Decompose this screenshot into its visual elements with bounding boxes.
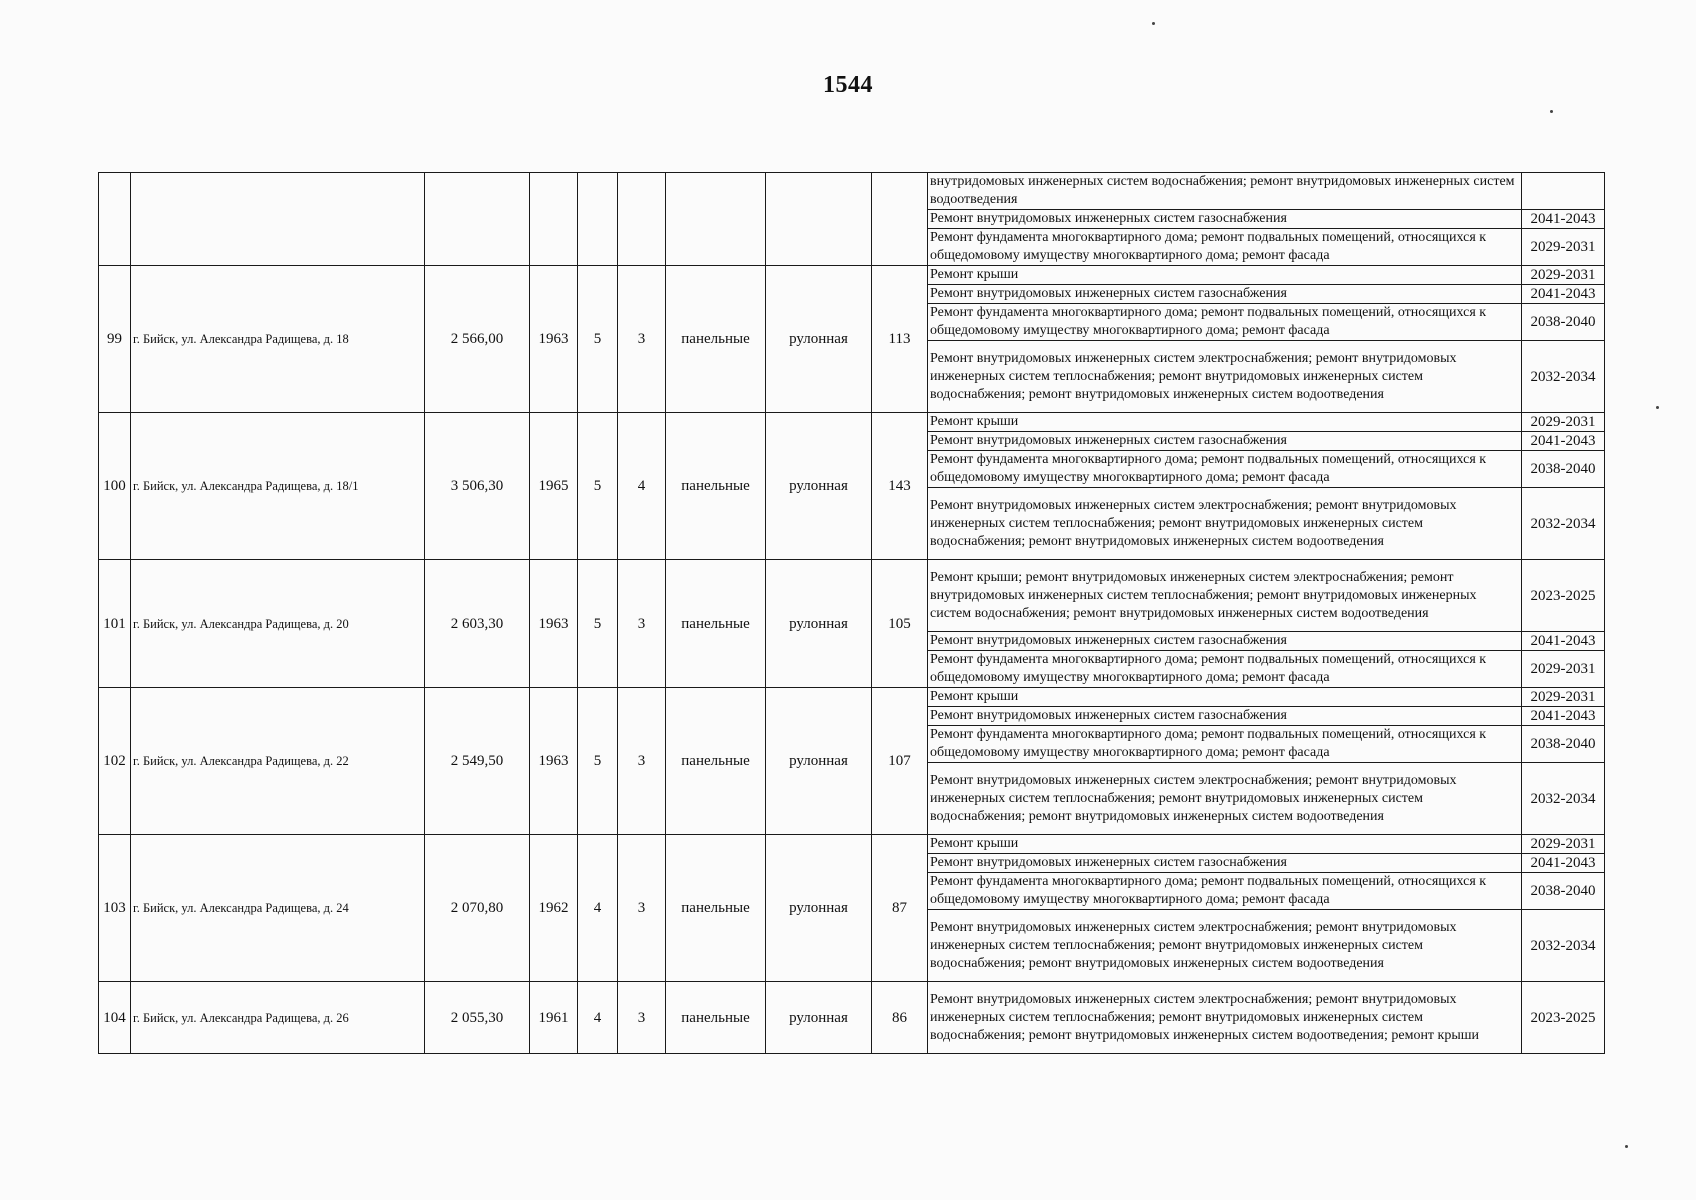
scan-speck bbox=[1152, 22, 1155, 25]
work-description: Ремонт фундамента многоквартирного дома; ремонт подвальных помещений, относящихся к общедомовому имуществу многоквартирного дома; ремонт фасада bbox=[928, 651, 1522, 688]
work-description: Ремонт внутридомовых инженерных систем газоснабжения bbox=[928, 632, 1522, 651]
work-period: 2041-2043 bbox=[1522, 632, 1605, 651]
work-description: Ремонт крыши; ремонт внутридомовых инженерных систем электроснабжения; ремонт внутридомовых инженерных систем теплоснабжения; ремонт внутридомовых инженерных систем водоснабжения; ремонт внутридомовых инженерных систем водоотведения bbox=[928, 560, 1522, 632]
work-description: Ремонт фундамента многоквартирного дома; ремонт подвальных помещений, относящихся к общедомовому имуществу многоквартирного дома; ремонт фасада bbox=[928, 726, 1522, 763]
row-number: 102 bbox=[99, 688, 131, 835]
work-period: 2032-2034 bbox=[1522, 488, 1605, 560]
work-period: 2029-2031 bbox=[1522, 413, 1605, 432]
work-description: Ремонт внутридомовых инженерных систем электроснабжения; ремонт внутридомовых инженерных систем теплоснабжения; ремонт внутридомовых инженерных систем водоснабжения; ремонт внутридомовых инженерных систем водоотведения; ремонт крыши bbox=[928, 982, 1522, 1054]
floors-cell: 5 bbox=[578, 266, 618, 413]
work-description: Ремонт внутридомовых инженерных систем газоснабжения bbox=[928, 432, 1522, 451]
floors-cell: 4 bbox=[578, 982, 618, 1054]
floors-cell: 5 bbox=[578, 688, 618, 835]
table-row bbox=[99, 688, 1605, 707]
floors-cell: 4 bbox=[578, 835, 618, 982]
work-description: Ремонт внутридомовых инженерных систем газоснабжения bbox=[928, 210, 1522, 229]
work-period: 2032-2034 bbox=[1522, 910, 1605, 982]
scan-speck bbox=[1625, 1145, 1628, 1148]
area-cell: 2 603,30 bbox=[425, 560, 530, 688]
work-description: Ремонт крыши bbox=[928, 688, 1522, 707]
address-cell: г. Бийск, ул. Александра Радищева, д. 20 bbox=[131, 560, 425, 688]
work-period: 2023-2025 bbox=[1522, 560, 1605, 632]
work-period: 2038-2040 bbox=[1522, 451, 1605, 488]
floors-cell: 5 bbox=[578, 560, 618, 688]
address-cell: г. Бийск, ул. Александра Радищева, д. 24 bbox=[131, 835, 425, 982]
apartments-cell: 87 bbox=[872, 835, 928, 982]
work-period: 2038-2040 bbox=[1522, 304, 1605, 341]
address-cell: г. Бийск, ул. Александра Радищева, д. 22 bbox=[131, 688, 425, 835]
work-period: 2041-2043 bbox=[1522, 854, 1605, 873]
continuation-wall-material-cell bbox=[666, 173, 766, 266]
roof-type-cell: рулонная bbox=[766, 688, 872, 835]
year-cell: 1965 bbox=[530, 413, 578, 560]
floors-cell: 5 bbox=[578, 413, 618, 560]
table-row bbox=[99, 266, 1605, 285]
work-period: 2029-2031 bbox=[1522, 266, 1605, 285]
continuation-address-cell bbox=[131, 173, 425, 266]
entrances-cell: 3 bbox=[618, 835, 666, 982]
work-description: Ремонт внутридомовых инженерных систем электроснабжения; ремонт внутридомовых инженерных систем теплоснабжения; ремонт внутридомовых инженерных систем водоснабжения; ремонт внутридомовых инженерных систем водоотведения bbox=[928, 341, 1522, 413]
address-cell: г. Бийск, ул. Александра Радищева, д. 18 bbox=[131, 266, 425, 413]
table-row bbox=[99, 560, 1605, 632]
work-period: 2032-2034 bbox=[1522, 341, 1605, 413]
work-period: 2023-2025 bbox=[1522, 982, 1605, 1054]
scan-speck bbox=[1656, 406, 1659, 409]
wall-material-cell: панельные bbox=[666, 835, 766, 982]
work-description: Ремонт внутридомовых инженерных систем газоснабжения bbox=[928, 707, 1522, 726]
apartments-cell: 143 bbox=[872, 413, 928, 560]
work-period: 2029-2031 bbox=[1522, 835, 1605, 854]
entrances-cell: 3 bbox=[618, 560, 666, 688]
work-description: Ремонт фундамента многоквартирного дома; ремонт подвальных помещений, относящихся к общедомовому имуществу многоквартирного дома; ремонт фасада bbox=[928, 873, 1522, 910]
address-cell: г. Бийск, ул. Александра Радищева, д. 26 bbox=[131, 982, 425, 1054]
work-description: Ремонт фундамента многоквартирного дома; ремонт подвальных помещений, относящихся к общедомовому имуществу многоквартирного дома; ремонт фасада bbox=[928, 229, 1522, 266]
roof-type-cell: рулонная bbox=[766, 560, 872, 688]
wall-material-cell: панельные bbox=[666, 982, 766, 1054]
continuation-row-number bbox=[99, 173, 131, 266]
page-number: 1544 bbox=[823, 72, 873, 98]
roof-type-cell: рулонная bbox=[766, 413, 872, 560]
year-cell: 1962 bbox=[530, 835, 578, 982]
wall-material-cell: панельные bbox=[666, 266, 766, 413]
work-period bbox=[1522, 173, 1605, 210]
entrances-cell: 3 bbox=[618, 266, 666, 413]
wall-material-cell: панельные bbox=[666, 560, 766, 688]
work-description: Ремонт фундамента многоквартирного дома; ремонт подвальных помещений, относящихся к общедомовому имуществу многоквартирного дома; ремонт фасада bbox=[928, 451, 1522, 488]
area-cell: 2 566,00 bbox=[425, 266, 530, 413]
apartments-cell: 86 bbox=[872, 982, 928, 1054]
roof-type-cell: рулонная bbox=[766, 266, 872, 413]
work-description: Ремонт внутридомовых инженерных систем газоснабжения bbox=[928, 854, 1522, 873]
work-period: 2041-2043 bbox=[1522, 285, 1605, 304]
continuation-roof-type-cell bbox=[766, 173, 872, 266]
continuation-entrances-cell bbox=[618, 173, 666, 266]
housing-repair-table bbox=[98, 172, 1605, 1054]
work-description: Ремонт крыши bbox=[928, 835, 1522, 854]
continuation-year-cell bbox=[530, 173, 578, 266]
work-period: 2029-2031 bbox=[1522, 229, 1605, 266]
row-number: 103 bbox=[99, 835, 131, 982]
entrances-cell: 3 bbox=[618, 982, 666, 1054]
address-cell: г. Бийск, ул. Александра Радищева, д. 18/1 bbox=[131, 413, 425, 560]
work-description: Ремонт внутридомовых инженерных систем электроснабжения; ремонт внутридомовых инженерных систем теплоснабжения; ремонт внутридомовых инженерных систем водоснабжения; ремонт внутридомовых инженерных систем водоотведения bbox=[928, 488, 1522, 560]
work-description: Ремонт фундамента многоквартирного дома; ремонт подвальных помещений, относящихся к общедомовому имуществу многоквартирного дома; ремонт фасада bbox=[928, 304, 1522, 341]
row-number: 104 bbox=[99, 982, 131, 1054]
apartments-cell: 113 bbox=[872, 266, 928, 413]
year-cell: 1963 bbox=[530, 266, 578, 413]
continuation-area-cell bbox=[425, 173, 530, 266]
roof-type-cell: рулонная bbox=[766, 835, 872, 982]
work-period: 2032-2034 bbox=[1522, 763, 1605, 835]
continuation-apartments-cell bbox=[872, 173, 928, 266]
continuation-floors-cell bbox=[578, 173, 618, 266]
year-cell: 1961 bbox=[530, 982, 578, 1054]
work-period: 2029-2031 bbox=[1522, 688, 1605, 707]
work-period: 2041-2043 bbox=[1522, 707, 1605, 726]
wall-material-cell: панельные bbox=[666, 688, 766, 835]
row-number: 101 bbox=[99, 560, 131, 688]
work-period: 2041-2043 bbox=[1522, 432, 1605, 451]
entrances-cell: 3 bbox=[618, 688, 666, 835]
table-row bbox=[99, 173, 1605, 210]
work-description: Ремонт крыши bbox=[928, 413, 1522, 432]
work-description: Ремонт внутридомовых инженерных систем газоснабжения bbox=[928, 285, 1522, 304]
work-period: 2041-2043 bbox=[1522, 210, 1605, 229]
table-row bbox=[99, 982, 1605, 1054]
area-cell: 3 506,30 bbox=[425, 413, 530, 560]
work-description: Ремонт крыши bbox=[928, 266, 1522, 285]
work-description: Ремонт внутридомовых инженерных систем электроснабжения; ремонт внутридомовых инженерных систем теплоснабжения; ремонт внутридомовых инженерных систем водоснабжения; ремонт внутридомовых инженерных систем водоотведения bbox=[928, 763, 1522, 835]
work-description: внутридомовых инженерных систем водоснабжения; ремонт внутридомовых инженерных систем водоотведения bbox=[928, 173, 1522, 210]
year-cell: 1963 bbox=[530, 560, 578, 688]
work-period: 2029-2031 bbox=[1522, 651, 1605, 688]
work-period: 2038-2040 bbox=[1522, 873, 1605, 910]
work-period: 2038-2040 bbox=[1522, 726, 1605, 763]
entrances-cell: 4 bbox=[618, 413, 666, 560]
wall-material-cell: панельные bbox=[666, 413, 766, 560]
row-number: 99 bbox=[99, 266, 131, 413]
table-row bbox=[99, 835, 1605, 854]
scan-speck bbox=[1550, 110, 1553, 113]
work-description: Ремонт внутридомовых инженерных систем электроснабжения; ремонт внутридомовых инженерных систем теплоснабжения; ремонт внутридомовых инженерных систем водоснабжения; ремонт внутридомовых инженерных систем водоотведения bbox=[928, 910, 1522, 982]
apartments-cell: 105 bbox=[872, 560, 928, 688]
area-cell: 2 070,80 bbox=[425, 835, 530, 982]
area-cell: 2 055,30 bbox=[425, 982, 530, 1054]
apartments-cell: 107 bbox=[872, 688, 928, 835]
roof-type-cell: рулонная bbox=[766, 982, 872, 1054]
row-number: 100 bbox=[99, 413, 131, 560]
year-cell: 1963 bbox=[530, 688, 578, 835]
area-cell: 2 549,50 bbox=[425, 688, 530, 835]
table-row bbox=[99, 413, 1605, 432]
